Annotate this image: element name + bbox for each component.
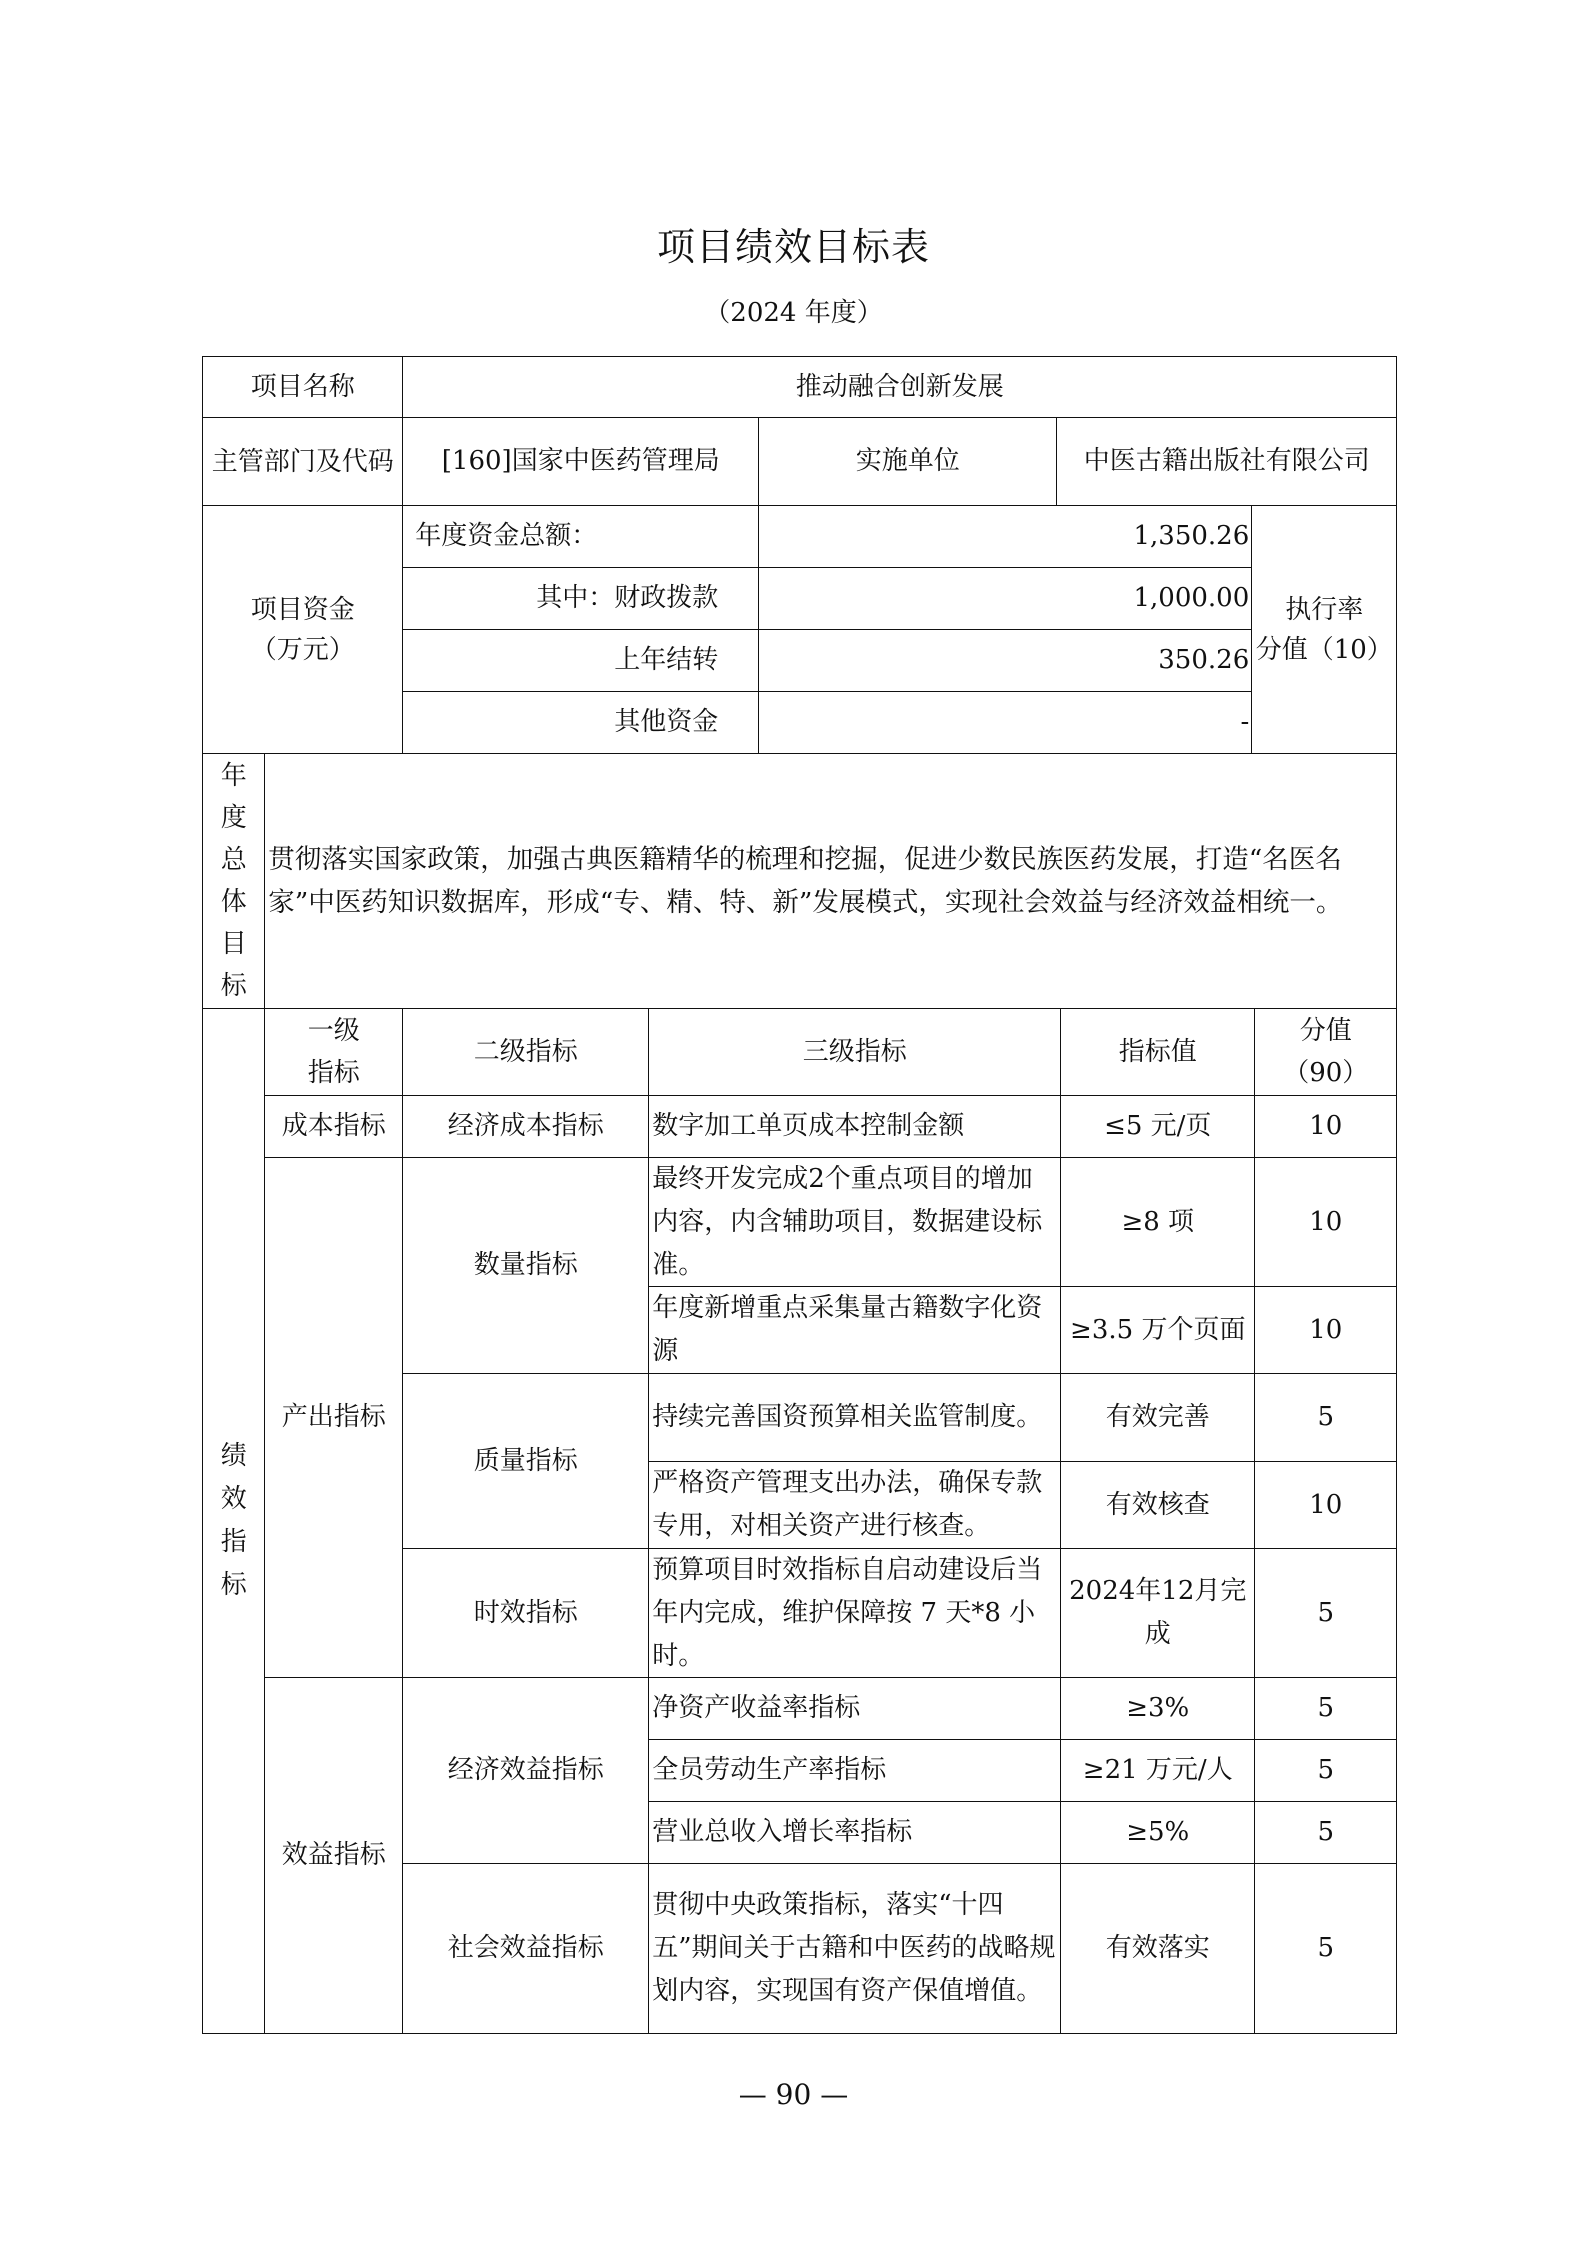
score-cell: [1254, 1863, 1397, 2034]
cell-text: 二级指标: [473, 1036, 578, 1067]
header-value: [1060, 1008, 1255, 1096]
value-cell: [1060, 1801, 1255, 1864]
cell-text: 产出指标: [281, 1402, 386, 1433]
funds-carryover-label: [402, 629, 759, 692]
level3-cell: [648, 1373, 1061, 1462]
cell-text: 目: [220, 929, 247, 960]
cell-text: ≥21 万元/人: [1082, 1755, 1233, 1786]
cell-text: 其中：财政拨款: [536, 583, 719, 614]
project-name-label: [202, 356, 403, 418]
cell-text: 效: [220, 1484, 247, 1515]
funds-fiscal-label: [402, 567, 759, 630]
cell-text: 标: [220, 1570, 247, 1601]
value-cell: [1060, 1863, 1255, 2034]
cell-text: 分值: [1299, 1016, 1352, 1047]
cell-text: 指: [220, 1527, 247, 1558]
cell-text: 10: [1309, 1489, 1343, 1520]
value-cell: [1060, 1677, 1255, 1740]
score-cell: [1254, 1157, 1397, 1287]
annual-goal-text: [264, 753, 1397, 1009]
level2-quality: [402, 1373, 649, 1549]
score-cell: [1254, 1739, 1397, 1802]
rate-label-line1: 执行率: [1285, 594, 1364, 625]
cell-text: ≥5%: [1126, 1817, 1190, 1848]
rate-label-line2: 分值（10）: [1255, 634, 1393, 665]
cell-text: 5: [1317, 1402, 1335, 1433]
cell-text: 有效完善: [1105, 1402, 1210, 1433]
cell-text: 1,350.26: [1133, 521, 1250, 552]
score-cell: [1254, 1373, 1397, 1462]
cell-text: 全员劳动生产率指标: [652, 1755, 887, 1786]
funds-other-label: [402, 691, 759, 754]
cell-text: 实施单位: [855, 446, 960, 477]
level2-quantity: [402, 1157, 649, 1374]
cell-text: [160]国家中医药管理局: [441, 446, 720, 477]
cell-text: 三级指标: [802, 1036, 907, 1067]
cell-text: 年: [220, 761, 247, 792]
cell-text: 数字加工单页成本控制金额: [652, 1111, 965, 1142]
funds-other-value: [758, 691, 1252, 754]
cell-text: 年度资金总额：: [415, 521, 598, 552]
cell-text: 时效指标: [473, 1597, 578, 1628]
cell-text: 2024年12月完成: [1069, 1576, 1247, 1650]
level3-cell: [648, 1286, 1061, 1374]
cell-text: 贯彻落实国家政策，加强古典医籍精华的梳理和挖掘，促进少数民族医药发展，打造“名医名家”中医药知识数据库，形成“专、精、特、新”发展模式，实现社会效益与经济效益相统一。: [268, 844, 1343, 919]
annual-goal-label: [202, 753, 265, 1009]
cell-text: 经济效益指标: [447, 1755, 604, 1786]
cell-text: 主管部门及代码: [211, 446, 394, 477]
cell-text: 5: [1317, 1817, 1335, 1848]
cell-text: 经济成本指标: [447, 1111, 604, 1142]
cell-text: 上年结转: [614, 645, 719, 676]
cell-text: 年度新增重点采集量古籍数字化资源: [652, 1293, 1043, 1367]
cell-text: 最终开发完成2个重点项目的增加内容，内含辅助项目，数据建设标准。: [652, 1163, 1043, 1280]
level2-timeliness: [402, 1548, 649, 1678]
value-cell: [1060, 1157, 1255, 1287]
cell-text: ≤5 元/页: [1104, 1111, 1212, 1142]
cell-text: 成本指标: [281, 1111, 386, 1142]
score-cell: [1254, 1095, 1397, 1158]
cell-text: 项目名称: [250, 371, 355, 402]
cell-text: 其他资金: [614, 707, 719, 738]
value-cell: [1060, 1548, 1255, 1678]
cell-text: 绩: [220, 1441, 247, 1472]
cell-text: ≥3%: [1126, 1693, 1190, 1724]
funds-total-value: [758, 505, 1252, 568]
cell-text: 中医古籍出版社有限公司: [1083, 446, 1370, 477]
funds-label-line1: 项目资金: [250, 594, 355, 625]
cell-text: 5: [1317, 1693, 1335, 1724]
header-level3: [648, 1008, 1061, 1096]
cell-text: 质量指标: [473, 1445, 578, 1476]
cell-text: 净资产收益率指标: [652, 1693, 861, 1724]
cell-text: 总: [220, 845, 247, 876]
cell-text: 10: [1309, 1111, 1343, 1142]
funds-fiscal-value: [758, 567, 1252, 630]
value-cell: [1060, 1095, 1255, 1158]
cell-text: （90）: [1283, 1058, 1369, 1089]
level2-economic-benefit: [402, 1677, 649, 1864]
level2-social-benefit: [402, 1863, 649, 2034]
cell-text: 持续完善国资预算相关监管制度。: [652, 1402, 1043, 1433]
value-cell: [1060, 1461, 1255, 1549]
level2-economic-cost: [402, 1095, 649, 1158]
cell-text: 350.26: [1158, 645, 1250, 676]
cell-text: 体: [220, 887, 247, 918]
funds-carryover-value: [758, 629, 1252, 692]
execution-rate-score-label: [1251, 505, 1397, 754]
level3-cell: [648, 1548, 1061, 1678]
cell-text: 5: [1317, 1933, 1335, 1964]
score-cell: [1254, 1677, 1397, 1740]
cell-text: 10: [1309, 1206, 1343, 1237]
dept-label: [202, 417, 403, 506]
score-cell: [1254, 1286, 1397, 1374]
level1-output: [264, 1157, 403, 1678]
cell-text: 5: [1317, 1597, 1335, 1628]
page-subtitle-year: （2024 年度）: [704, 298, 883, 328]
cell-text: 1,000.00: [1133, 583, 1250, 614]
level3-cell: [648, 1157, 1061, 1287]
page-number: — 90 —: [738, 2078, 849, 2111]
cell-text: 有效核查: [1105, 1489, 1210, 1520]
performance-indicators-label: [202, 1008, 265, 2034]
cell-text: 贯彻中央政策指标，落实“十四五”期间关于古籍和中医药的战略规划内容，实现国有资产保值增值。: [652, 1890, 1056, 2007]
level3-cell: [648, 1801, 1061, 1864]
header-level2: [402, 1008, 649, 1096]
funds-label-line2: （万元）: [250, 634, 355, 665]
cell-text: 效益指标: [281, 1840, 386, 1871]
project-name-value: [402, 356, 1397, 418]
level3-cell: [648, 1677, 1061, 1740]
value-cell: [1060, 1739, 1255, 1802]
cell-text: 预算项目时效指标自启动建设后当年内完成，维护保障按 7 天*8 小时。: [652, 1554, 1043, 1671]
level1-benefit: [264, 1677, 403, 2034]
cell-text: 5: [1317, 1755, 1335, 1786]
cell-text: 10: [1309, 1314, 1343, 1345]
cell-text: 标: [220, 971, 247, 1002]
level3-cell: [648, 1461, 1061, 1549]
cell-text: 推动融合创新发展: [795, 371, 1004, 402]
cell-text: 社会效益指标: [447, 1933, 604, 1964]
value-cell: [1060, 1286, 1255, 1374]
dept-value: [402, 417, 759, 506]
cell-text: 指标值: [1118, 1036, 1197, 1067]
header-level1: [264, 1008, 403, 1096]
cell-text: 度: [220, 803, 247, 834]
score-cell: [1254, 1801, 1397, 1864]
cell-text: -: [1240, 707, 1250, 738]
cell-text: 一级: [307, 1016, 360, 1047]
cell-text: 营业总收入增长率指标: [652, 1817, 913, 1848]
cell-text: 有效落实: [1105, 1933, 1210, 1964]
level1-cost: [264, 1095, 403, 1158]
cell-text: 严格资产管理支出办法，确保专款专用，对相关资产进行核查。: [652, 1468, 1043, 1542]
page-title: 项目绩效目标表: [656, 225, 930, 269]
cell-text: 数量指标: [473, 1250, 578, 1281]
level3-cell: [648, 1863, 1061, 2034]
funds-total-label: [402, 505, 759, 568]
unit-label: [758, 417, 1057, 506]
cell-text: ≥8 项: [1121, 1206, 1195, 1237]
value-cell: [1060, 1373, 1255, 1462]
header-score: [1254, 1008, 1397, 1096]
level3-cell: [648, 1739, 1061, 1802]
score-cell: [1254, 1548, 1397, 1678]
unit-value: [1056, 417, 1397, 506]
cell-text: 指标: [307, 1058, 360, 1089]
cell-text: ≥3.5 万个页面: [1070, 1314, 1246, 1345]
level3-cell: [648, 1095, 1061, 1158]
funds-label: [202, 505, 403, 754]
score-cell: [1254, 1461, 1397, 1549]
